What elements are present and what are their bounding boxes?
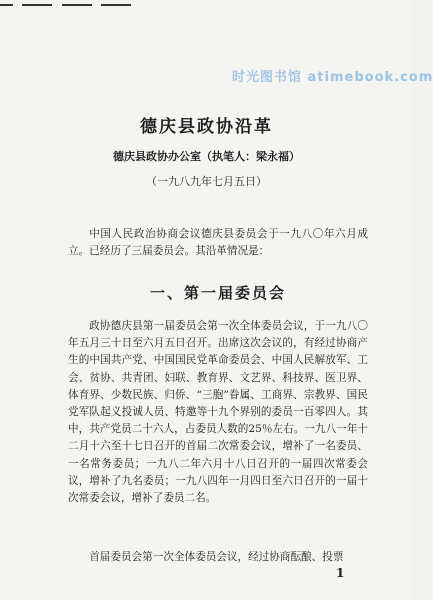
document-title: 德庆县政协沿革 (140, 117, 273, 137)
top-rule-2 (22, 4, 52, 6)
intro-paragraph: 中国人民政治协商会议德庆县委员会于一九八〇年六月成立。已经历了三届委员会。其沿革情况是： (68, 228, 368, 258)
body-paragraph-continued: 首届委员会第一次全体委员会议，经过协商酝酿、投票 (89, 551, 344, 563)
top-rule-4 (101, 4, 131, 6)
document-date: （一九八九年七月五日） (146, 175, 267, 188)
section-heading: 一、第一届委员会 (150, 284, 287, 302)
page-number: 1 (336, 566, 345, 580)
document-byline: 德庆县政协办公室（执笔人：梁永福） (113, 150, 300, 163)
body-paragraph: 政协德庆县第一届委员会第一次全体委员会议，于一九八〇年五月三十日至六月五日召开。出席这次会议的，有经过协商产生的中国共产党、中国国民党革命委员会、中国人民解放军、工会、贫协、共青团、妇联、教育界、文艺界、科技界、医卫界、体育界、少数民族、归侨、“三胞”眷属、工商界、宗教界、国民党军队起义投诚人员、特邀等十九个界别的委员一百零四人。其中，共产党员二十六人，占委员人数的25％左右。一九八一年十二月十六至十七日召开的首届二次常委会议，增补了一名委员、一名常务委员；一九八二年六月十八日召开的一届四次常委会议，增补了九名委员；一九八四年一月四日至六日召开的一届十次常委会议，增补了委员二名。 (68, 320, 368, 505)
top-rule-3 (62, 4, 92, 6)
watermark: 时光图书馆 atimebook.com (232, 70, 433, 85)
top-rule-1 (0, 4, 13, 6)
